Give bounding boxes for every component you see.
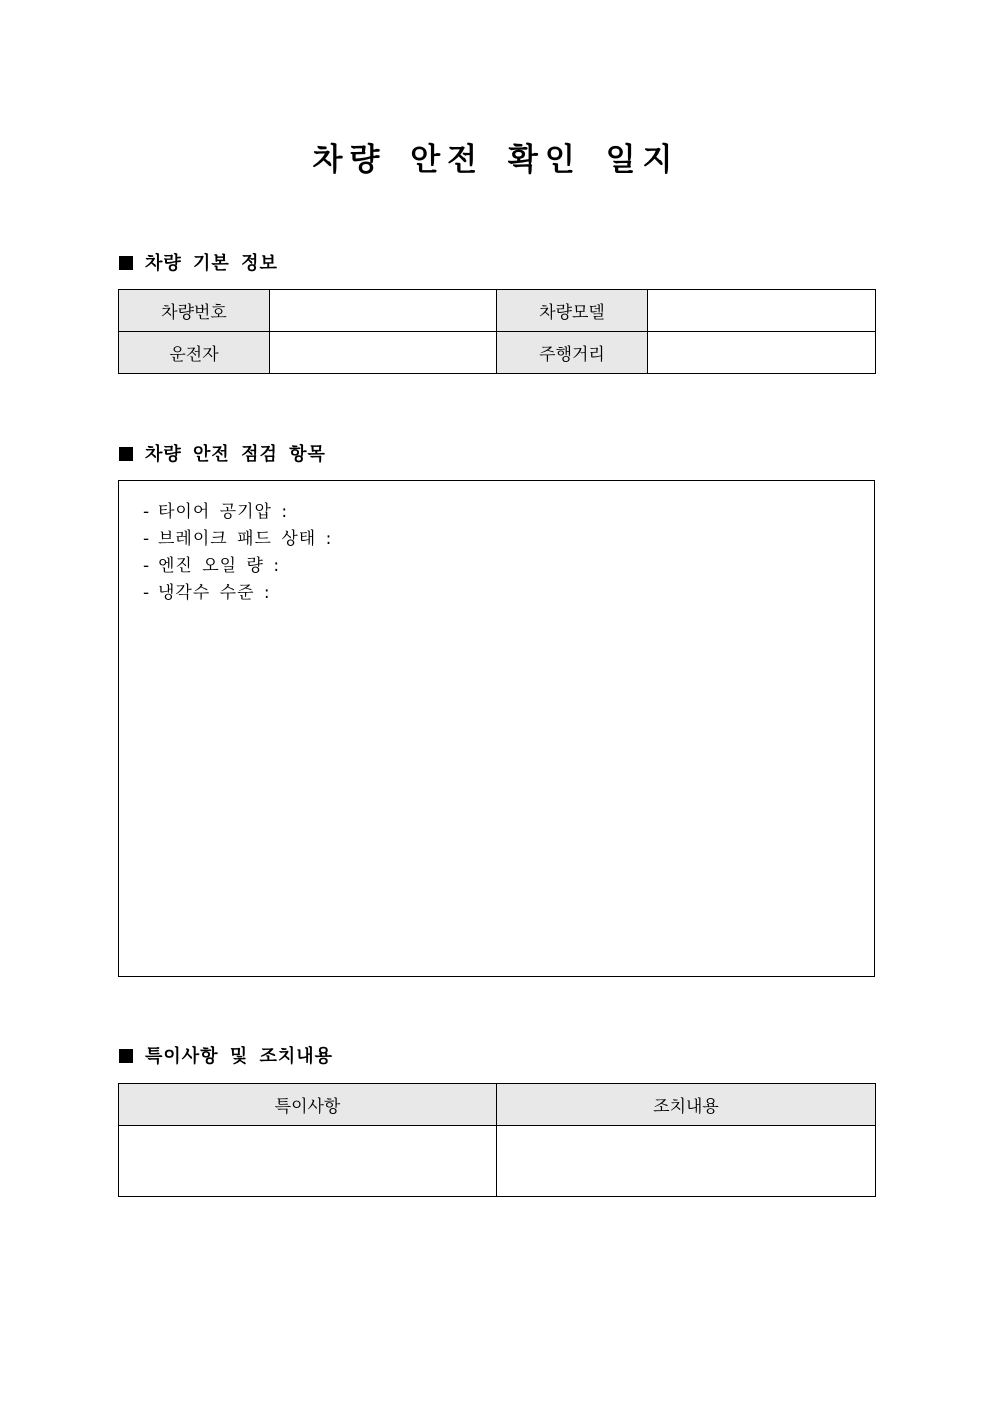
square-bullet-icon (119, 1049, 133, 1063)
check-item-brake-pad: 브레이크 패드 상태 : (158, 529, 333, 549)
table-row (119, 1084, 876, 1126)
vehicle-info-heading-text: 차량 기본 정보 (145, 253, 278, 274)
safety-check-heading (119, 444, 326, 466)
notes-heading (119, 1046, 333, 1068)
dash-bullet: - (143, 583, 151, 603)
notes-column-header: 특이사항 (119, 1084, 497, 1126)
dash-bullet: - (143, 529, 151, 549)
list-item (143, 580, 874, 607)
notes-heading-text: 특이사항 및 조치내용 (145, 1046, 334, 1067)
vehicle-number-field[interactable] (270, 290, 497, 332)
dash-bullet: - (143, 502, 151, 522)
square-bullet-icon (119, 447, 133, 461)
dash-bullet: - (143, 556, 151, 576)
document-title: 차량 안전 확인 일지 (312, 142, 680, 178)
driver-field[interactable] (270, 332, 497, 374)
table-row (119, 290, 876, 332)
mileage-label: 주행거리 (497, 332, 648, 374)
check-item-engine-oil: 엔진 오일 량 : (158, 556, 281, 576)
vehicle-number-label: 차량번호 (119, 290, 270, 332)
notes-field[interactable] (119, 1126, 497, 1197)
list-item (143, 553, 874, 580)
vehicle-info-table (118, 289, 876, 374)
actions-column-header: 조치내용 (497, 1084, 876, 1126)
table-row (119, 332, 876, 374)
check-item-tire-pressure: 타이어 공기압 : (158, 502, 289, 522)
safety-check-heading-text: 차량 안전 점검 항목 (145, 444, 326, 465)
list-item (143, 526, 874, 553)
vehicle-info-heading (119, 253, 278, 275)
vehicle-model-field[interactable] (648, 290, 876, 332)
driver-label: 운전자 (119, 332, 270, 374)
table-row (119, 1126, 876, 1197)
mileage-field[interactable] (648, 332, 876, 374)
check-item-coolant: 냉각수 수준 : (158, 583, 271, 603)
actions-field[interactable] (497, 1126, 876, 1197)
safety-check-box[interactable] (118, 480, 875, 977)
safety-check-list (119, 481, 874, 607)
notes-table (118, 1083, 876, 1197)
square-bullet-icon (119, 256, 133, 270)
list-item (143, 499, 874, 526)
vehicle-model-label: 차량모델 (497, 290, 648, 332)
